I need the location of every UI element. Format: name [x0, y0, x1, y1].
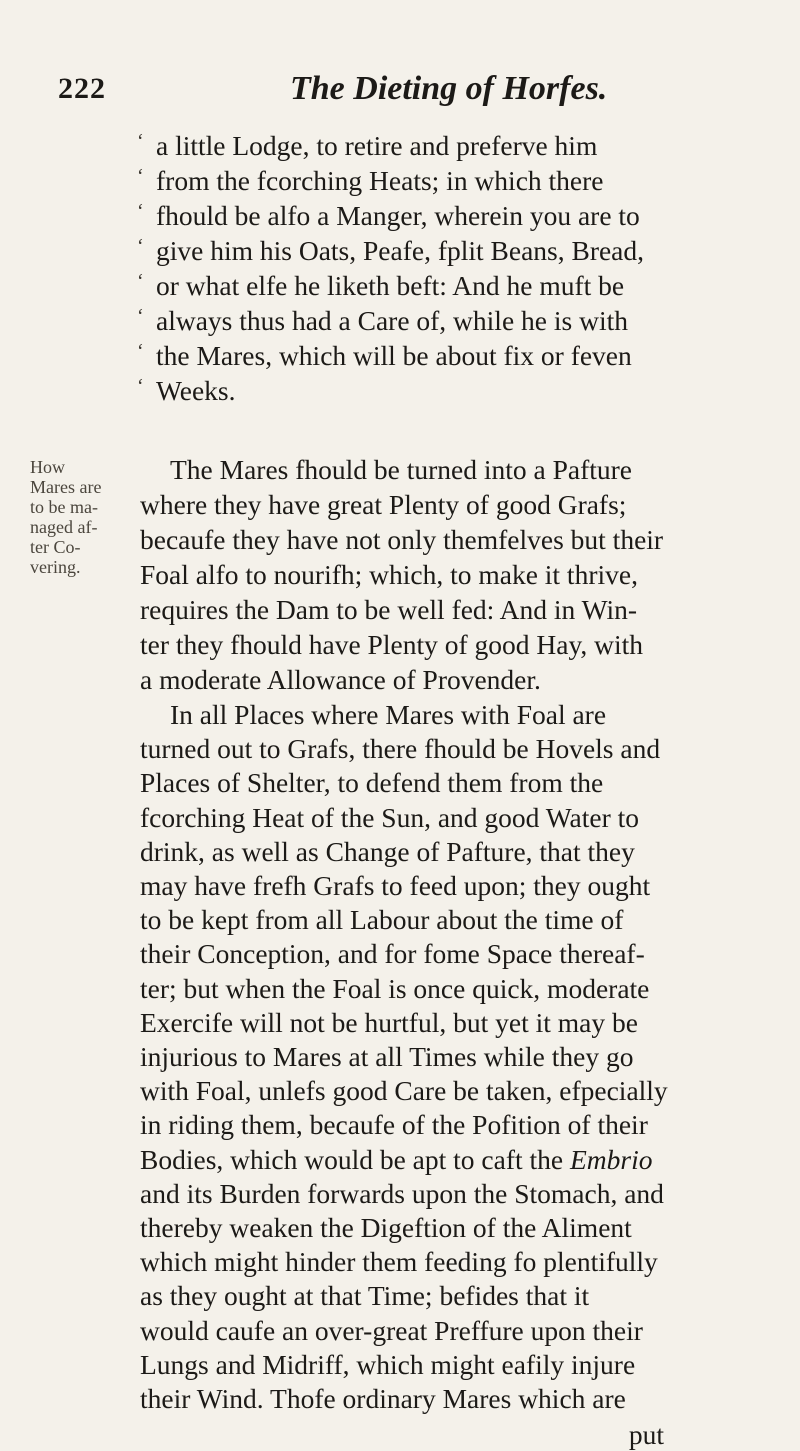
- body-line: drink, as well as Change of Pafture, that they: [140, 835, 635, 867]
- margin-note-line: ter Co-: [30, 537, 81, 557]
- body-line: Lungs and Midriff, which might eafily injure: [140, 1348, 636, 1380]
- quoted-line: fhould be alfo a Manger, wherein you are to: [156, 200, 640, 231]
- page-header: [0, 72, 800, 122]
- body-line: Exercife will not be hurtful, but yet it may be: [140, 1006, 638, 1038]
- body-line: a moderate Allowance of Provender.: [140, 664, 541, 695]
- body-line: in riding them, becaufe of the Pofition of their: [140, 1109, 648, 1141]
- body-line: injurious to Mares at all Times while they go: [140, 1041, 634, 1072]
- body-line: may have frefh Grafs to feed upon; they ought: [140, 870, 651, 901]
- quoted-line: a little Lodge, to retire and preferve him: [156, 130, 598, 161]
- body-line: In all Places where Mares with Foal are: [170, 699, 607, 730]
- margin-note-line: naged af-: [30, 517, 98, 537]
- body-line: to be kept from all Labour about the time of: [140, 904, 624, 936]
- body-line: where they have great Plenty of good Grafs;: [140, 489, 627, 520]
- running-title: The Dieting of Horfes.: [290, 70, 608, 107]
- body-line: Places of Shelter, to defend them from the: [140, 767, 604, 799]
- quoted-line: from the fcorching Heats; in which there: [156, 165, 604, 196]
- body-line: [140, 1143, 653, 1175]
- margin-note-line: to be ma-: [30, 497, 98, 517]
- quote-mark: ‘: [136, 235, 143, 257]
- body-line: ter; but when the Foal is once quick, moderate: [140, 972, 650, 1004]
- body-line: would caufe an over-great Preffure upon their: [140, 1314, 643, 1346]
- body-line: which might hinder them feeding fo plentifully: [140, 1246, 658, 1278]
- quote-mark: ‘: [136, 375, 143, 397]
- body-line: turned out to Grafs, there fhould be Hovels and: [140, 733, 661, 765]
- body-line: their Conception, and for fome Space thereaf-: [140, 938, 645, 970]
- margin-note-line: How: [30, 457, 65, 477]
- body-line: ter they fhould have Plenty of good Hay, with: [140, 629, 644, 660]
- quoted-line: always thus had a Care of, while he is with: [156, 305, 628, 336]
- quoted-line: or what elfe he liketh beft: And he muft be: [156, 270, 625, 301]
- quote-mark: ‘: [136, 340, 143, 362]
- body-line: requires the Dam to be well fed: And in Win-: [140, 594, 638, 625]
- italic-word: Embrio: [569, 1143, 653, 1175]
- quote-mark: ‘: [136, 305, 143, 327]
- quote-mark: ‘: [136, 200, 143, 222]
- body-line: as they ought at that Time; befides that it: [140, 1280, 590, 1312]
- body-line: with Foal, unlefs good Care be taken, efpecially: [140, 1075, 668, 1107]
- body-line: The Mares fhould be turned into a Pafture: [170, 454, 633, 485]
- body-line: and its Burden forwards upon the Stomach, and: [140, 1177, 664, 1209]
- body-line: Foal alfo to nourifh; which, to make it thrive,: [140, 559, 638, 590]
- margin-note-line: vering.: [30, 557, 81, 577]
- page-number: 222: [58, 72, 106, 105]
- quoted-line: give him his Oats, Peafe, fplit Beans, Bread,: [156, 235, 645, 266]
- body-line-text: Bodies, which would be apt to caft the: [140, 1143, 564, 1175]
- quote-mark: ‘: [136, 270, 143, 292]
- quoted-line: the Mares, which will be about fix or feven: [156, 340, 632, 371]
- quote-mark: ‘: [136, 165, 143, 187]
- body-line: thereby weaken the Digeftion of the Aliment: [140, 1212, 632, 1243]
- body-line: fcorching Heat of the Sun, and good Water to: [140, 801, 640, 833]
- quote-mark: ‘: [136, 130, 143, 152]
- body-line: their Wind. Thofe ordinary Mares which are: [140, 1383, 626, 1414]
- quoted-line: Weeks.: [156, 375, 236, 406]
- body-line: becaufe they have not only themfelves but their: [140, 524, 664, 555]
- margin-note-line: Mares are: [30, 477, 102, 497]
- catchword: put: [628, 1419, 664, 1451]
